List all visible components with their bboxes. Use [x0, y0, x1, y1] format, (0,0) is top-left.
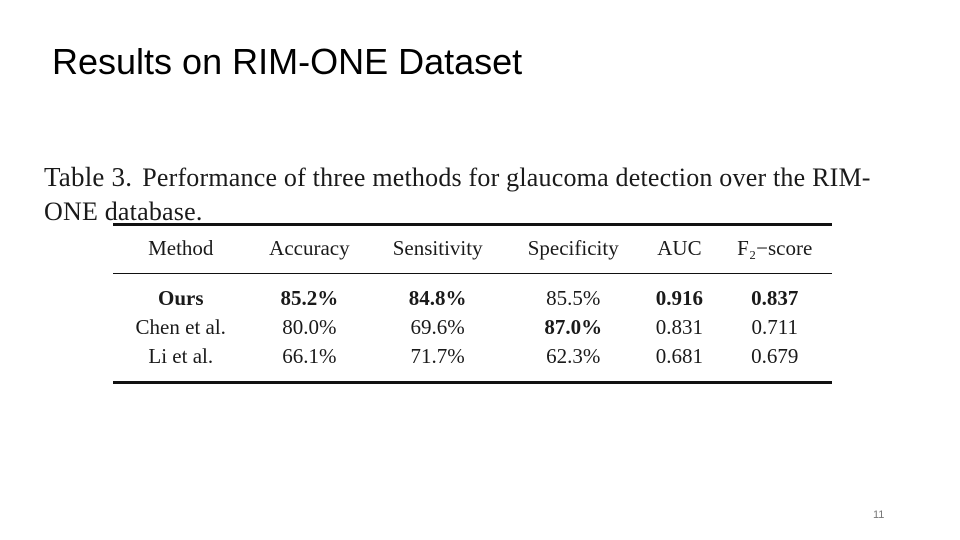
table-caption — [44, 160, 924, 229]
cell-f2-score: 0.711 — [751, 315, 798, 339]
page-number: 11 — [873, 509, 885, 521]
header-f2-score: F₂−score — [717, 225, 832, 274]
cell-accuracy: 66.1% — [282, 344, 337, 368]
caption-label: Table 3. — [44, 162, 133, 192]
cell-method: Li et al. — [148, 344, 214, 368]
table-row — [113, 313, 832, 342]
cell-method: Ours — [157, 286, 204, 310]
cell-method: Chen et al. — [135, 315, 226, 339]
cell-auc: 0.681 — [655, 344, 704, 368]
cell-accuracy: 80.0% — [282, 315, 337, 339]
header-method: Method — [113, 225, 248, 274]
results-table-container — [113, 223, 832, 384]
cell-f2-score: 0.679 — [751, 344, 799, 368]
cell-auc: 0.916 — [655, 286, 704, 310]
cell-sensitivity: 71.7% — [410, 344, 465, 368]
header-sensitivity: Sensitivity — [370, 225, 505, 274]
cell-specificity: 62.3% — [546, 344, 601, 368]
header-auc: AUC — [641, 225, 717, 274]
cell-f2-score: 0.837 — [751, 286, 799, 310]
header-accuracy: Accuracy — [248, 225, 370, 274]
table-row — [113, 342, 832, 383]
results-table — [113, 223, 832, 384]
cell-specificity: 87.0% — [544, 315, 603, 339]
cell-auc: 0.831 — [655, 315, 704, 339]
slide-title: Results on RIM-ONE Dataset — [52, 41, 523, 82]
cell-specificity: 85.5% — [546, 286, 601, 310]
caption-text: Performance of three methods for glaucoma detection over the RIM-ONE database. — [44, 163, 871, 226]
cell-sensitivity: 69.6% — [410, 315, 465, 339]
header-specificity: Specificity — [505, 225, 641, 274]
cell-sensitivity: 84.8% — [408, 286, 467, 310]
table-header-row — [113, 225, 832, 274]
cell-accuracy: 85.2% — [280, 286, 339, 310]
table-row — [113, 274, 832, 314]
